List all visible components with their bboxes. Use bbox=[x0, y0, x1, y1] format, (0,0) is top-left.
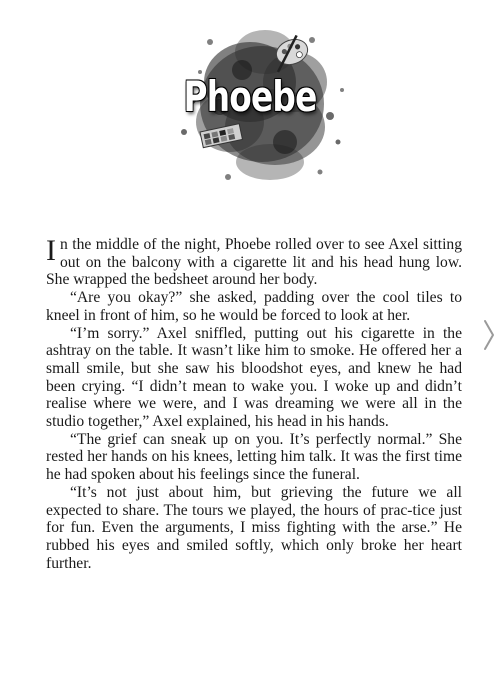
paragraph-text: n the middle of the night, Phoebe rolled over to see Axel sitting out on the balcony with a cigarette lit and his head hung low. She wrapped the bedsheet around her body. bbox=[46, 236, 462, 289]
paragraph: “I’m sorry.” Axel sniffled, putting out his cigarette in the ashtray on the table. It wasn’t like him to smoke. He offered her a small smile, but she saw his bloodshot eyes, and knew he had been crying. “I didn’t mean to wake you. I woke up and didn’t realise where we were, and I was dreaming we were all in the studio together,” Axel explained, his head in his hands. bbox=[46, 324, 462, 431]
paragraph: “The grief can sneak up on you. It’s perfectly normal.” She rested her hands on his knees, letting him talk. It was the first time he had spoken about his feelings since the funeral. bbox=[46, 430, 462, 484]
paragraph bbox=[46, 236, 462, 289]
page-body-text bbox=[46, 236, 462, 572]
drop-cap: I bbox=[46, 234, 56, 267]
chapter-title: Phoebe bbox=[183, 72, 317, 121]
next-page-button[interactable] bbox=[482, 318, 496, 352]
paragraph: “It’s not just about him, but grieving the future we all expected to share. The tours we played, the hours of prac-tice just for fun. Even the arguments, I miss fighting with the arse.” He rubbed his eyes and smiled softly, which only broke her heart further. bbox=[46, 483, 462, 572]
paragraph: “Are you okay?” she asked, padding over the cool tiles to kneel in front of him, so he would be forced to look at her. bbox=[46, 289, 462, 324]
chevron-right-icon bbox=[482, 318, 496, 352]
